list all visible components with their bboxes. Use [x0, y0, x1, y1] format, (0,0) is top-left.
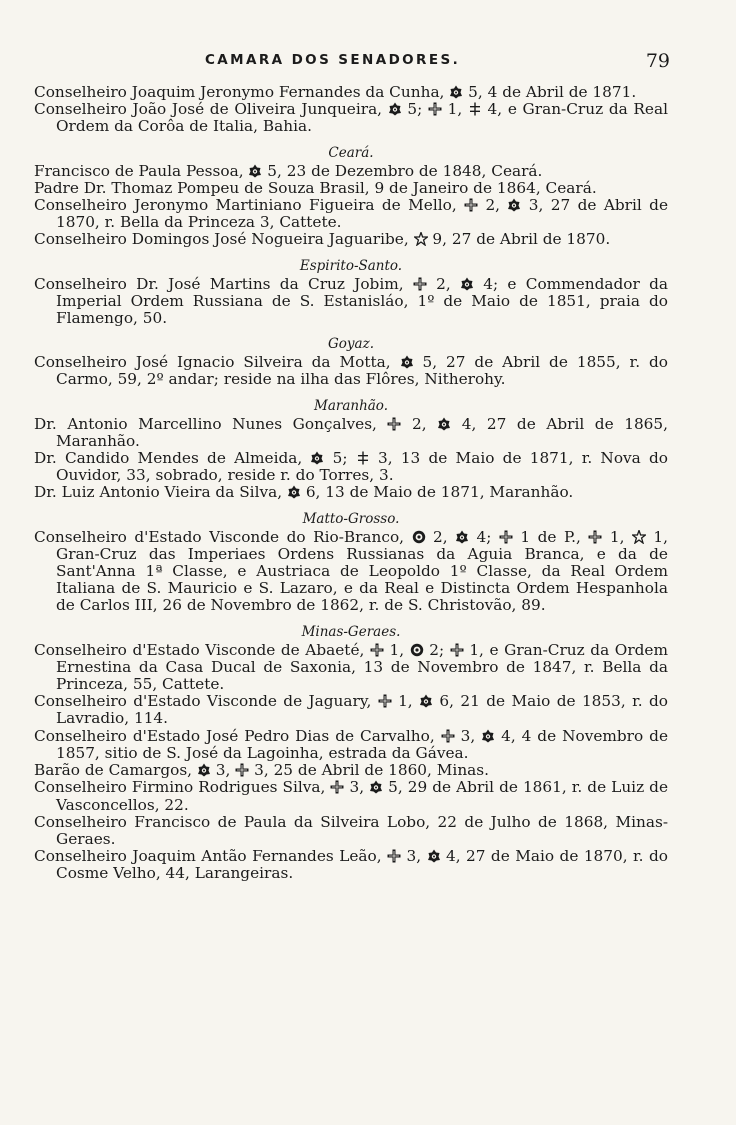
- senator-entry: [34, 529, 668, 615]
- entry-text: 1, e Gran-Cruz da Ordem Ernestina da Casa Ducal de Saxonia, 13 de Novembro de 1847, r. Bella da Princeza, 55, Cattete.: [56, 640, 668, 694]
- cross-of-christ-icon: [387, 849, 401, 863]
- entry-text: 1, Gran-Cruz das Imperiaes Ordens Russianas da Aguia Branca, e da de Sant'Anna 1ª Classe, e Austriaca de Leopoldo 1º Classe, da Real Ordem Italiana de S. Mauricio e S. Lazaro, e da Real e Distincta Ordem Hespanhola de Carlos III, 26 de Novembro de 1862, r. de S. Christovão, 89.: [56, 527, 668, 615]
- entry-text: 3, 13 de Maio de 1871, r. Nova do Ouvidor, 33, sobrado, reside r. do Torres, 3.: [56, 449, 668, 485]
- page-header: [0, 50, 736, 74]
- star-order-icon: [414, 232, 428, 246]
- senator-entry: [34, 779, 668, 813]
- entry-text: 2,: [426, 274, 460, 293]
- entry-text: 2,: [401, 414, 438, 433]
- rose-order-icon: [400, 355, 414, 369]
- entry-text: Conselheiro d'Estado José Pedro Dias de Carvalho,: [34, 726, 441, 745]
- rose-order-icon: [437, 417, 451, 431]
- cross-of-christ-icon: [450, 643, 464, 657]
- section-heading: Minas-Geraes.: [301, 623, 401, 640]
- double-cross-icon: [356, 451, 370, 465]
- entry-text: 5, 4 de Abril de 1871.: [463, 83, 637, 101]
- entry-text: 4, 4 de Novembro de 1857, sitio de S. José da Lagoinha, estrada da Gávea.: [56, 726, 668, 762]
- rose-order-icon: [197, 763, 211, 777]
- senator-entry: [34, 814, 668, 848]
- entry-text: 6, 13 de Maio de 1871, Maranhão.: [300, 483, 574, 502]
- entry-text: 2,: [425, 527, 456, 546]
- section-heading: Matto-Grosso.: [302, 510, 400, 527]
- entry-text: Conselheiro Dr. José Martins da Cruz Jobim,: [34, 274, 413, 293]
- section-heading: Ceará.: [328, 144, 374, 161]
- entry-text: 1,: [441, 100, 468, 119]
- entry-text: Dr. Antonio Marcellino Nunes Gonçalves,: [34, 414, 388, 433]
- cross-of-christ-icon: [387, 417, 401, 431]
- senator-entry: [34, 762, 668, 779]
- rose-order-icon: [427, 849, 441, 863]
- entry-text: 3,: [344, 778, 370, 797]
- senator-entry: [34, 642, 668, 694]
- cross-of-christ-icon: [235, 763, 249, 777]
- senator-entry: [34, 197, 668, 231]
- senator-entry: [34, 276, 668, 328]
- rose-order-icon: [369, 780, 383, 794]
- entry-text: Conselheiro Jeronymo Martiniano Figueira de Mello,: [34, 196, 465, 215]
- entry-text: 3,: [401, 847, 427, 866]
- entry-text: 9, 27 de Abril de 1870.: [427, 230, 611, 249]
- entry-text: 5;: [324, 449, 356, 468]
- entry-text: 3,: [210, 761, 236, 780]
- entry-text: 1,: [602, 527, 632, 546]
- senator-entry: [34, 848, 668, 882]
- entry-text: 4, e Gran-Cruz da Real Ordem da Corôa de Italia, Bahia.: [56, 100, 668, 136]
- rose-order-icon: [388, 102, 402, 116]
- tower-and-sword-icon: [410, 643, 424, 657]
- entry-text: 5;: [401, 100, 428, 119]
- star-order-icon: [632, 530, 646, 544]
- entry-text: Conselheiro Francisco de Paula da Silveira Lobo, 22 de Julho de 1868, Minas-Geraes.: [34, 812, 668, 848]
- rose-order-icon: [507, 198, 521, 212]
- entry-text: Padre Dr. Thomaz Pompeu de Souza Brasil, 9 de Janeiro de 1864, Ceará.: [34, 178, 597, 197]
- rose-order-icon: [449, 85, 463, 99]
- entry-text: 2;: [423, 640, 450, 659]
- entry-text: 3,: [454, 726, 482, 745]
- rose-order-icon: [310, 451, 324, 465]
- rose-order-icon: [248, 164, 262, 178]
- entry-text: Dr. Candido Mendes de Almeida,: [34, 449, 311, 468]
- cross-of-christ-icon: [441, 729, 455, 743]
- cross-of-christ-icon: [464, 198, 478, 212]
- entry-text: 4, 27 de Abril de 1865, Maranhão.: [56, 414, 669, 450]
- entry-text: Francisco de Paula Pessoa,: [34, 161, 249, 180]
- rose-order-icon: [287, 485, 301, 499]
- cross-of-christ-icon: [413, 277, 427, 291]
- entry-text: Conselheiro Joaquim Antão Fernandes Leão,: [34, 847, 388, 866]
- rose-order-icon: [481, 729, 495, 743]
- entry-text: Conselheiro d'Estado Visconde de Abaeté,: [34, 640, 370, 659]
- entry-text: 5, 27 de Abril de 1855, r. do Carmo, 59, 2º andar; reside na ilha das Flôres, Nitherohy.: [56, 353, 668, 389]
- senator-entry: [34, 101, 668, 135]
- running-title: CAMARA DOS SENADORES.: [205, 52, 461, 68]
- page-number: 79: [645, 50, 670, 72]
- cross-of-christ-icon: [370, 643, 384, 657]
- senator-entry: [34, 354, 668, 388]
- entry-text: 1,: [391, 692, 420, 711]
- entry-text: Conselheiro João José de Oliveira Junqueira,: [34, 100, 388, 119]
- entry-text: 4; e Commendador da Imperial Ordem Russiana de S. Estanisláo, 1º de Maio de 1851, praia do Flamengo, 50.: [56, 274, 668, 328]
- cross-of-christ-icon: [588, 530, 602, 544]
- entry-text: Dr. Luiz Antonio Vieira da Silva,: [34, 483, 287, 502]
- page-body: [34, 84, 668, 883]
- senator-entry: [34, 163, 668, 180]
- section-heading: Maranhão.: [314, 397, 388, 414]
- rose-order-icon: [419, 694, 433, 708]
- entry-text: 4, 27 de Maio de 1870, r. do Cosme Velho, 44, Larangeiras.: [56, 847, 668, 883]
- entry-text: 3, 27 de Abril de 1870, r. Bella da Princeza 3, Cattete.: [56, 196, 668, 232]
- rose-order-icon: [460, 277, 474, 291]
- senator-entry: [34, 231, 668, 248]
- senator-entry: [34, 484, 668, 501]
- entry-text: 3, 25 de Abril de 1860, Minas.: [249, 761, 490, 780]
- entry-text: 5, 23 de Dezembro de 1848, Ceará.: [262, 161, 543, 180]
- entry-text: 6, 21 de Maio de 1853, r. do Lavradio, 114.: [56, 692, 668, 728]
- cross-of-christ-icon: [330, 780, 344, 794]
- tower-and-sword-icon: [412, 530, 426, 544]
- section-heading: Espirito-Santo.: [299, 257, 403, 274]
- entry-text: 1 de P.,: [512, 527, 589, 546]
- entry-text: Conselheiro Domingos José Nogueira Jaguaribe,: [34, 230, 414, 249]
- entry-text: 2,: [478, 196, 508, 215]
- cross-of-christ-icon: [378, 694, 392, 708]
- entry-text: Conselheiro José Ignacio Silveira da Motta,: [34, 353, 400, 372]
- entry-text: Conselheiro Joaquim Jeronymo Fernandes da Cunha,: [34, 83, 450, 101]
- senator-entry: [34, 180, 668, 197]
- senator-entry: [34, 450, 668, 484]
- cross-of-christ-icon: [499, 530, 513, 544]
- rose-order-icon: [455, 530, 469, 544]
- section-heading: Goyaz.: [328, 336, 374, 353]
- entry-text: 1,: [383, 640, 410, 659]
- double-cross-icon: [468, 102, 482, 116]
- entry-text: Conselheiro d'Estado Visconde de Jaguary,: [34, 692, 378, 711]
- entry-text: Conselheiro d'Estado Visconde do Rio-Branco,: [34, 527, 412, 546]
- senator-entry: [34, 84, 668, 101]
- cross-of-christ-icon: [428, 102, 442, 116]
- senator-entry: [34, 728, 668, 762]
- entry-text: Conselheiro Firmino Rodrigues Silva,: [34, 778, 331, 797]
- entry-text: Barão de Camargos,: [34, 761, 197, 780]
- entry-text: 4;: [469, 527, 499, 546]
- senator-entry: [34, 416, 668, 450]
- senator-entry: [34, 693, 668, 727]
- entry-text: 5, 29 de Abril de 1861, r. de Luiz de Vasconcellos, 22.: [56, 778, 668, 814]
